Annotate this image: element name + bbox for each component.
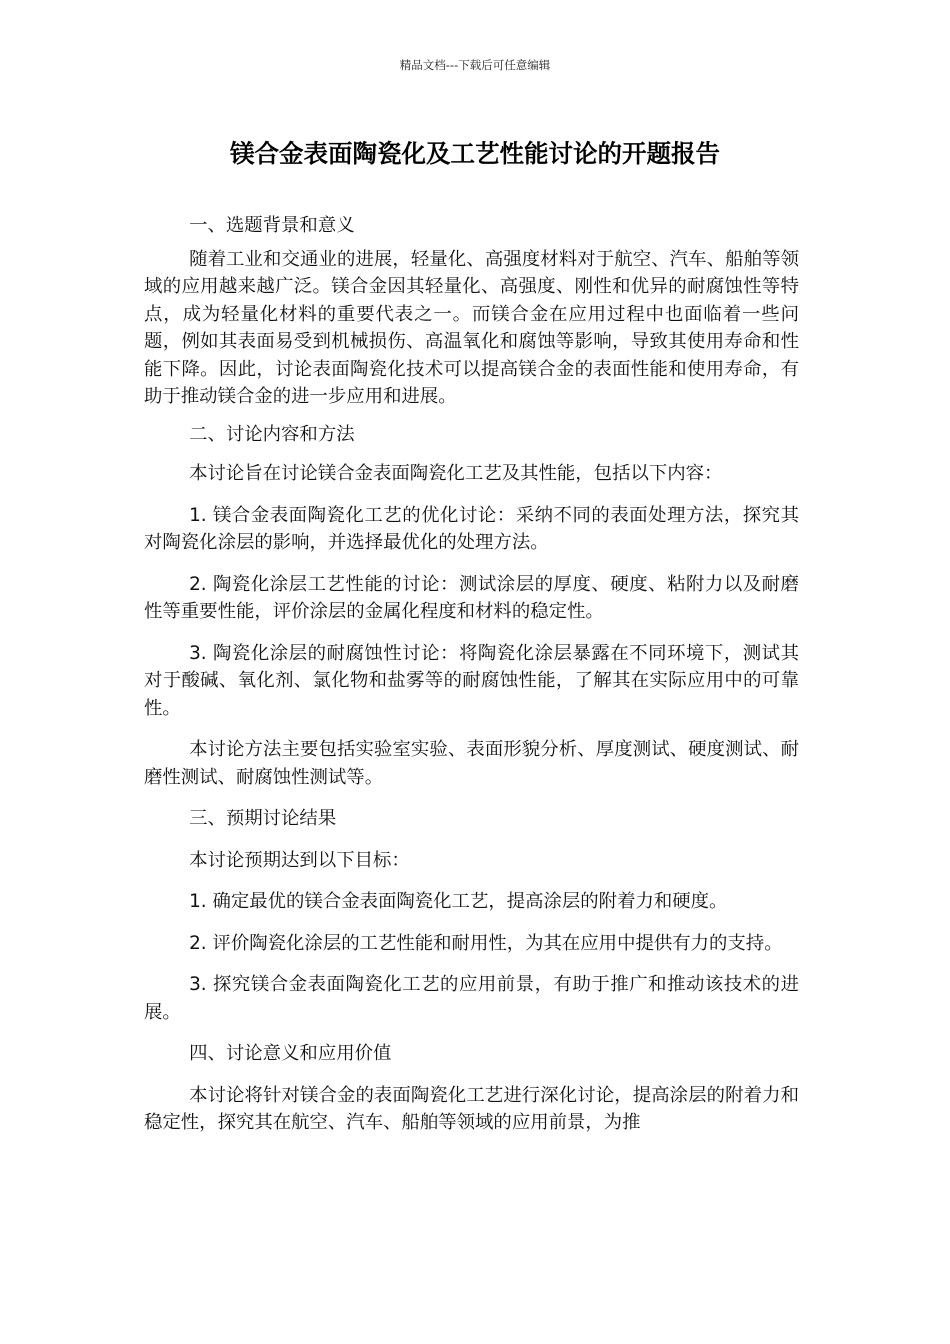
section-heading-significance: 四、讨论意义和应用价值 [189,1043,392,1064]
section-heading-background: 一、选题背景和意义 [189,215,355,236]
list-item-content-2: 2. 陶瓷化涂层工艺性能的讨论：测试涂层的厚度、硬度、粘附力以及耐磨性等重要性能，评价涂层的金属化程度和材料的稳定性。 [144,573,799,622]
list-item-content-3: 3. 陶瓷化涂层的耐腐蚀性讨论：将陶瓷化涂层暴露在不同环境下，测试其对于酸碱、氧化剂、氯化物和盐雾等的耐腐蚀性能，了解其在实际应用中的可靠性。 [144,642,799,719]
paragraph-method: 本讨论方法主要包括实验室实验、表面形貌分析、厚度测试、硬度测试、耐磨性测试、耐腐蚀性测试等。 [144,739,799,788]
section-heading-expected-results: 三、预期讨论结果 [189,808,337,829]
document-title: 镁合金表面陶瓷化及工艺性能讨论的开题报告 [230,139,720,168]
list-item-content-1: 1. 镁合金表面陶瓷化工艺的优化讨论：采纳不同的表面处理方法，探究其对陶瓷化涂层的影响，并选择最优化的处理方法。 [144,504,799,553]
section-heading-content-method: 二、讨论内容和方法 [189,423,355,445]
paragraph-background: 随着工业和交通业的进展，轻量化、高强度材料对于航空、汽车、船舶等领域的应用越来越广泛。镁合金因其轻量化、高强度、刚性和优异的耐腐蚀性等特点，成为轻量化材料的重要代表之一。而镁合金在应用过程中也面临着一些问题，例如其表面易受到机械损伤、高温氧化和腐蚀等影响，导致其使用寿命和性能下降。因此，讨论表面陶瓷化技术可以提高镁合金的表面性能和使用寿命，有助于推动镁合金的进一步应用和进展。 [144,248,799,407]
page-header: 精品文档---下载后可任意编辑 [399,58,551,72]
list-item-results-3: 3. 探究镁合金表面陶瓷化工艺的应用前景，有助于推广和推动该技术的进展。 [144,974,799,1023]
paragraph-significance: 本讨论将针对镁合金的表面陶瓷化工艺进行深化讨论，提高涂层的附着力和稳定性，探究其在航空、汽车、船舶等领域的应用前景，为推 [144,1084,799,1133]
list-item-results-2: 2. 评价陶瓷化涂层的工艺性能和耐用性，为其在应用中提供有力的支持。 [189,932,783,954]
list-item-results-1: 1. 确定最优的镁合金表面陶瓷化工艺，提高涂层的附着力和硬度。 [189,891,728,912]
paragraph-results-intro: 本讨论预期达到以下目标： [189,849,410,871]
paragraph-content-intro: 本讨论旨在讨论镁合金表面陶瓷化工艺及其性能，包括以下内容： [189,463,723,484]
document-body [144,212,799,1137]
